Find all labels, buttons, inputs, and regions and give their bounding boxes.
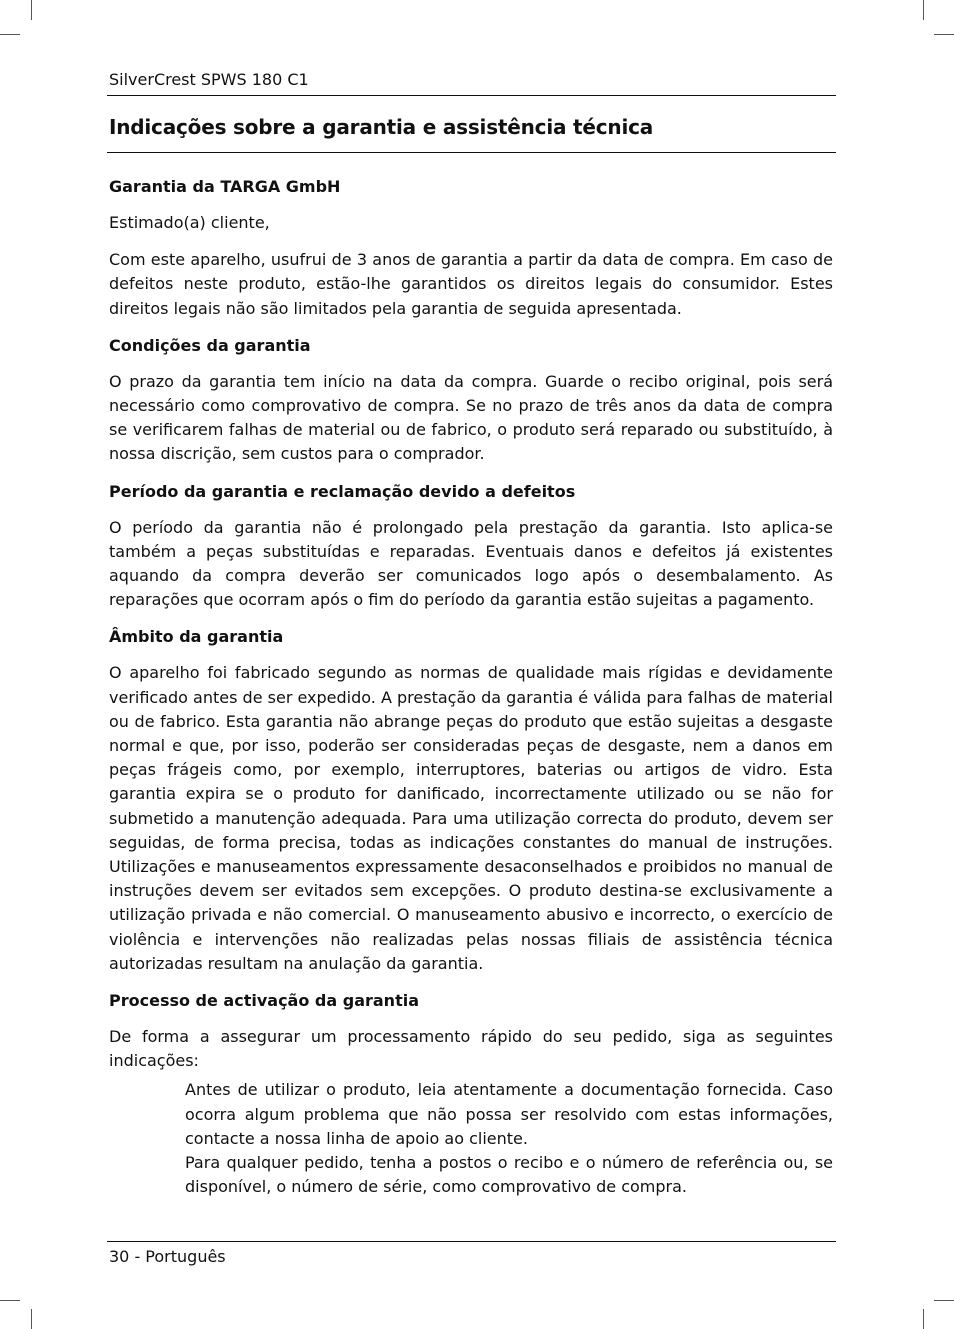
section-heading: Âmbito da garantia bbox=[109, 627, 284, 647]
crop-mark bbox=[0, 34, 20, 35]
section-heading: Processo de activação da garantia bbox=[109, 991, 419, 1011]
paragraph: De forma a assegurar um processamento rápido do seu pedido, siga as seguintes indicações: bbox=[109, 1027, 833, 1071]
running-header: SilverCrest SPWS 180 C1 bbox=[109, 70, 309, 89]
instruction-list bbox=[109, 1078, 833, 1199]
section-heading: Condições da garantia bbox=[109, 335, 311, 355]
crop-mark bbox=[923, 1309, 924, 1329]
page-title: Indicações sobre a garantia e assistência técnica bbox=[109, 115, 654, 139]
section-warranty-conditions bbox=[109, 334, 833, 467]
crop-mark bbox=[934, 1300, 954, 1301]
paragraph: Com este aparelho, usufrui de 3 anos de garantia a partir da data de compra. Em caso de defeitos neste produto, estão-lhe garantidos os direitos legais do consumidor. Estes direitos legais não são limitados pela garantia de seguida apresentada. bbox=[109, 250, 833, 318]
crop-mark bbox=[31, 0, 32, 20]
crop-mark bbox=[0, 1300, 20, 1301]
crop-mark bbox=[934, 34, 954, 35]
paragraph: O prazo da garantia tem início na data da compra. Guarde o recibo original, pois será necessário como comprovativo de compra. Se no prazo de três anos da data de compra se verificarem falhas de material ou de fabrico, o produto será reparado ou substituído, à nossa discrição, sem custos para o comprador. bbox=[109, 371, 833, 464]
paragraph: O aparelho foi fabricado segundo as normas de qualidade mais rígidas e devidamente verificado antes de ser expedido. A prestação da garantia é válida para falhas de material ou de fabrico. Esta garantia não abrange peças do produto que estão sujeitas a desgaste normal e que, por isso, poderão ser consideradas peças de desgaste, nem a danos em peças frágeis como, por exemplo, interruptores, baterias ou artigos de vidro. Esta garantia expira se o produto for danificado, incorrectamente utilizado ou se não for submetido a manutenção adequada. Para uma utilização correcta do produto, devem ser seguidas, de forma precisa, todas as indicações constantes do manual de instruções. Utilizações e manuseamentos expressamente desaconselhados e proibidos no manual de instruções devem ser evitados sem excepções. O produto destina-se exclusivamente a utilização privada e não comercial. O manuseamento abusivo e incorrecto, o exercício de violência e intervenções não realizadas pelas nossas filiais de assistência técnica autorizadas resultam na anulação da garantia. bbox=[109, 663, 833, 973]
list-item: Para qualquer pedido, tenha a postos o recibo e o número de referência ou, se disponível, o número de série, como comprovativo de compra. bbox=[185, 1153, 833, 1197]
paragraph: O período da garantia não é prolongado pela prestação da garantia. Isto aplica-se também a peças substituídas e reparadas. Eventuais danos e defeitos já existentes aquando da compra deverão ser comunicados logo após o desembalamento. As reparações que ocorram após o fim do período da garantia estão sujeitas a pagamento. bbox=[109, 517, 833, 610]
section-targa-warranty bbox=[109, 175, 833, 321]
title-rule bbox=[107, 152, 836, 153]
document-body bbox=[109, 175, 833, 1200]
section-warranty-period bbox=[109, 480, 833, 613]
section-heading: Período da garantia e reclamação devido a defeitos bbox=[109, 481, 576, 501]
section-heading: Garantia da TARGA GmbH bbox=[109, 177, 341, 196]
list-item: Antes de utilizar o produto, leia atentamente a documentação fornecida. Caso ocorra algum problema que não possa ser resolvido com estas informações, contacte a nossa linha de apoio ao cliente. bbox=[185, 1080, 833, 1148]
header-rule bbox=[107, 95, 836, 96]
footer-rule bbox=[107, 1241, 836, 1242]
page-number: 30 - Português bbox=[109, 1247, 226, 1266]
paragraph: Estimado(a) cliente, bbox=[109, 213, 270, 232]
crop-mark bbox=[31, 1309, 32, 1329]
crop-mark bbox=[923, 0, 924, 20]
section-warranty-process bbox=[109, 989, 833, 1199]
section-warranty-scope bbox=[109, 625, 833, 976]
